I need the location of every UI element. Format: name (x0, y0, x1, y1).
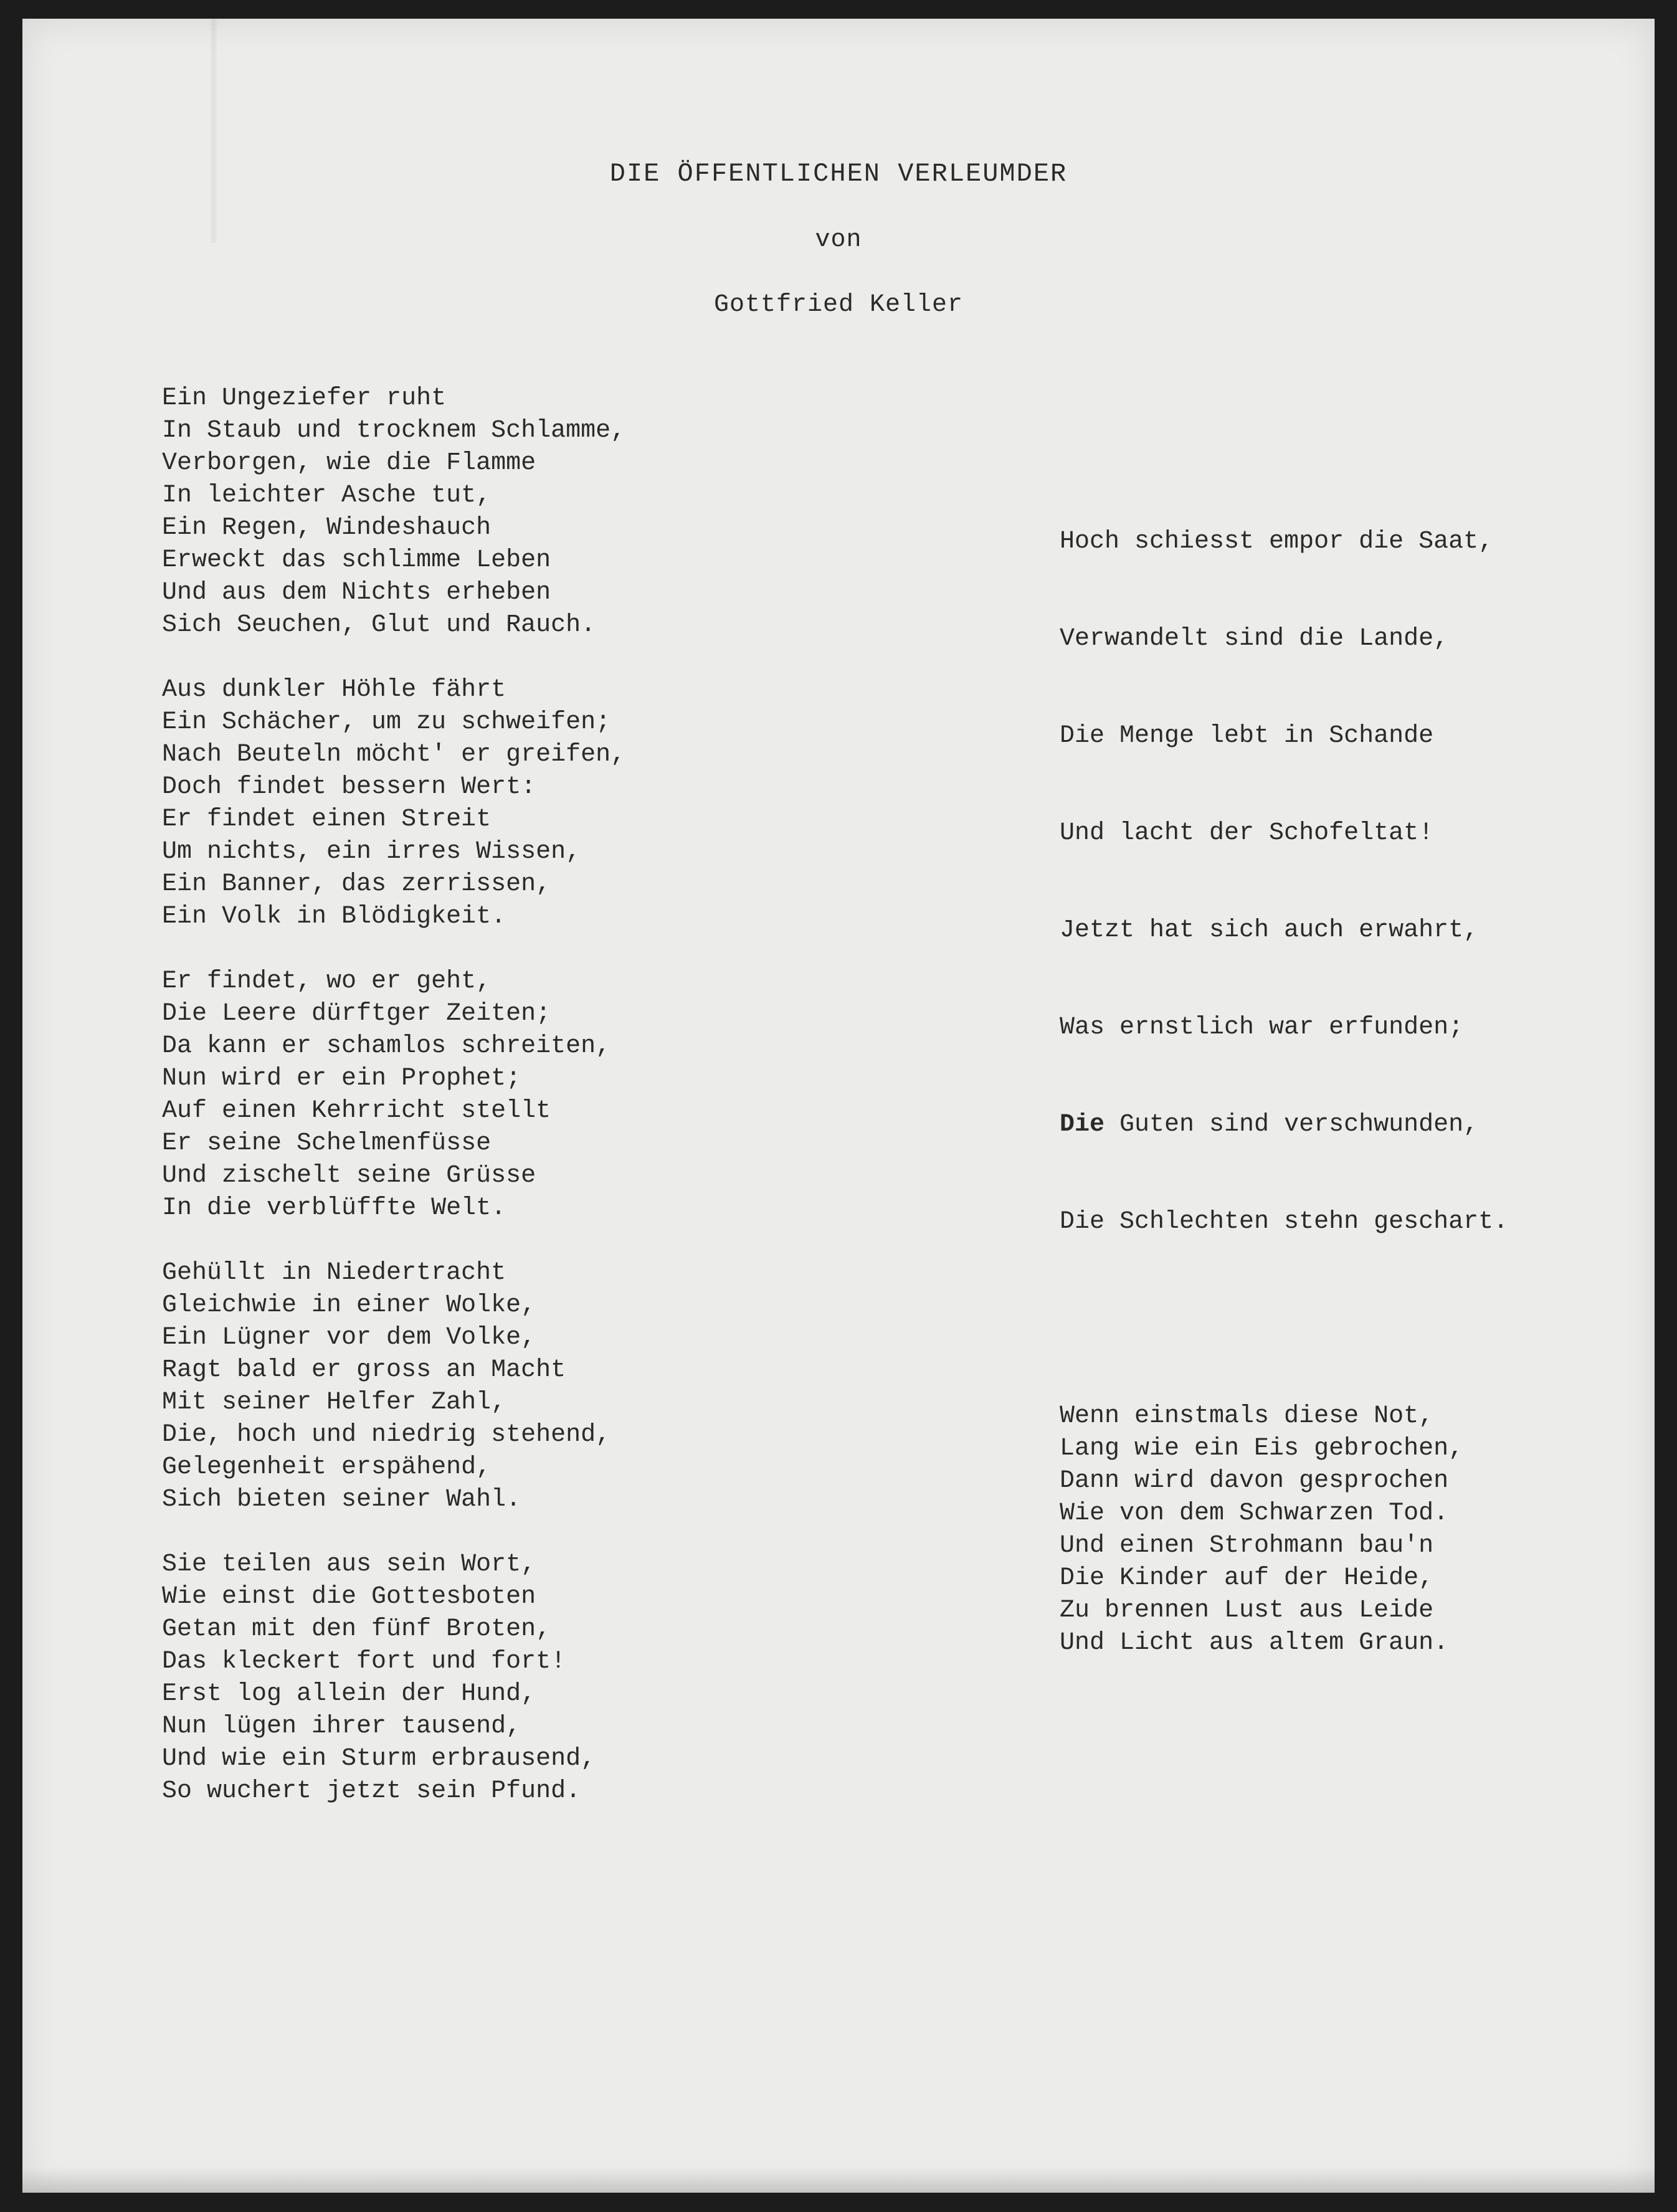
verse-line: Die Schlechten stehn geschart. (1060, 1208, 1509, 1236)
bold-word: Die (1060, 1111, 1105, 1139)
verse-line: Er findet einen Streit (162, 805, 492, 833)
verse-line-rest: Guten sind verschwunden, (1105, 1111, 1479, 1139)
verse-line: Nach Beuteln möcht' er greifen, (162, 741, 626, 769)
verse-line: Da kann er schamlos schreiten, (162, 1032, 611, 1060)
verse-line: Ein Lügner vor dem Volke, (162, 1324, 536, 1352)
byline-von: von (815, 226, 862, 254)
verse-line: Erweckt das schlimme Leben (162, 546, 551, 574)
left-column (162, 382, 625, 1840)
verse-line: Wie von dem Schwarzen Tod. (1060, 1499, 1449, 1527)
verse-line: Und einen Strohmann bau'n (1060, 1532, 1434, 1560)
verse-line: In Staub und trocknem Schlamme, (162, 417, 626, 445)
verse-line: Aus dunkler Höhle fährt (162, 676, 506, 704)
verse-line: Verborgen, wie die Flamme (162, 449, 536, 477)
verse-line: Ein Ungeziefer ruht (162, 384, 447, 412)
verse-line: Die, hoch und niedrig stehend, (162, 1421, 611, 1449)
stanza-6 (1060, 461, 1508, 1303)
verse-line: In die verblüffte Welt. (162, 1194, 506, 1222)
verse-line: Was ernstlich war erfunden; (1060, 1013, 1464, 1042)
stanza-5 (162, 1549, 625, 1808)
verse-line: Zu brennen Lust aus Leide (1060, 1597, 1434, 1625)
verse-line: So wuchert jetzt sein Pfund. (162, 1777, 581, 1805)
verse-line: Lang wie ein Eis gebrochen, (1060, 1435, 1464, 1463)
verse-line: Und Licht aus altem Graun. (1060, 1629, 1449, 1657)
verse-line: Sie teilen aus sein Wort, (162, 1550, 536, 1578)
verse-line: In leichter Asche tut, (162, 482, 492, 510)
verse-line: Sich bieten seiner Wahl. (162, 1486, 521, 1514)
verse-line: Und zischelt seine Grüsse (162, 1162, 536, 1190)
paper-crease (209, 19, 218, 243)
verse-line: Nun wird er ein Prophet; (162, 1065, 521, 1093)
verse-line: Ein Volk in Blödigkeit. (162, 903, 506, 931)
verse-line: Die Menge lebt in Schande (1060, 722, 1434, 750)
stanza-3 (162, 966, 625, 1225)
paper-sheet (22, 19, 1655, 2193)
verse-line: Die Kinder auf der Heide, (1060, 1564, 1434, 1592)
verse-line: Er findet, wo er geht, (162, 967, 492, 995)
verse-line: Und wie ein Sturm erbrausend, (162, 1745, 596, 1773)
stanza-7 (1060, 1400, 1508, 1659)
verse-line: Mit seiner Helfer Zahl, (162, 1388, 506, 1417)
poem-title: DIE ÖFFENTLICHEN VERLEUMDER (609, 159, 1068, 189)
stanza-1 (162, 382, 625, 642)
verse-line: Gleichwie in einer Wolke, (162, 1291, 536, 1319)
stanza-4 (162, 1257, 625, 1516)
verse-line: Das kleckert fort und fort! (162, 1648, 566, 1676)
verse-line: Jetzt hat sich auch erwahrt, (1060, 916, 1479, 944)
verse-line: Dann wird davon gesprochen (1060, 1467, 1449, 1495)
verse-line: Hoch schiesst empor die Saat, (1060, 528, 1494, 556)
verse-line: Und aus dem Nichts erheben (162, 579, 551, 607)
verse-line (1060, 1109, 1508, 1141)
verse-line: Er seine Schelmenfüsse (162, 1129, 492, 1157)
verse-line: Ein Schächer, um zu schweifen; (162, 708, 611, 736)
verse-line: Ein Banner, das zerrissen, (162, 870, 551, 898)
verse-line: Verwandelt sind die Lande, (1060, 625, 1449, 653)
verse-line: Auf einen Kehrricht stellt (162, 1097, 551, 1125)
verse-line: Erst log allein der Hund, (162, 1680, 536, 1708)
verse-line: Getan mit den fünf Broten, (162, 1615, 551, 1643)
verse-line: Wie einst die Gottesboten (162, 1583, 536, 1611)
verse-line: Um nichts, ein irres Wissen, (162, 838, 581, 866)
verse-line: Ein Regen, Windeshauch (162, 514, 492, 542)
verse-line: Gehüllt in Niedertracht (162, 1259, 506, 1287)
stanza-2 (162, 674, 625, 933)
verse-line: Nun lügen ihrer tausend, (162, 1712, 521, 1740)
paper-bottom-edge (22, 2168, 1655, 2193)
verse-line: Gelegenheit erspähend, (162, 1453, 492, 1481)
verse-line: Ragt bald er gross an Macht (162, 1356, 566, 1384)
verse-line: Die Leere dürftger Zeiten; (162, 1000, 551, 1028)
poem-author: Gottfried Keller (713, 291, 964, 319)
right-column (1060, 396, 1508, 1757)
verse-line: Wenn einstmals diese Not, (1060, 1402, 1434, 1430)
verse-line: Und lacht der Schofeltat! (1060, 819, 1434, 847)
verse-line: Doch findet bessern Wert: (162, 773, 536, 801)
verse-line: Sich Seuchen, Glut und Rauch. (162, 611, 596, 639)
